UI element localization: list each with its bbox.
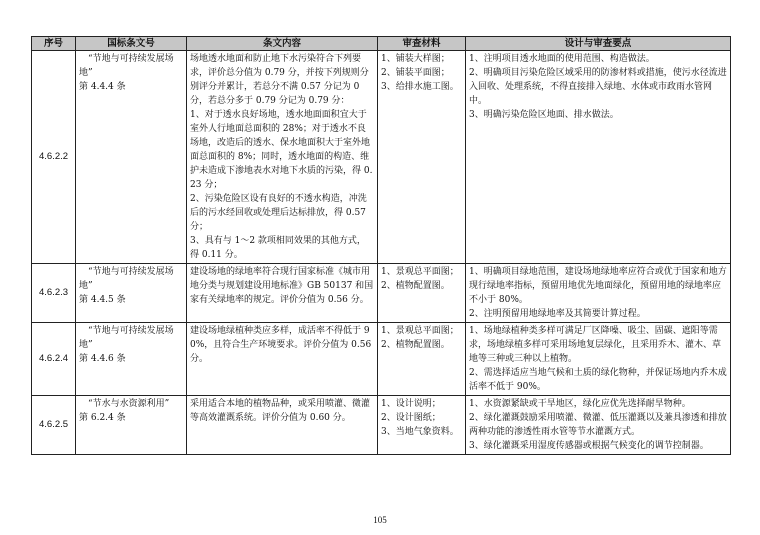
table-row	[32, 51, 731, 264]
table-row	[32, 323, 731, 396]
row-number: 4.6.2.5	[32, 396, 76, 455]
review-material-item: 2、植物配置图。	[381, 340, 450, 350]
standard-clause-number: 第 4.4.4 条	[79, 82, 126, 92]
clause-content-paragraph: 1、对于透水良好场地，透水地面面积宜大于室外人行地面总面积的 28%；对于透水不良场地，改造后的透水、保水地面积大于室外地面总面积的 8%；同时，透水地面的构造、维护未造成下渗地表水对地下水质的污染，得 0.23 分；	[190, 110, 373, 190]
standard-name: “节地与可持续发展场地”	[79, 267, 174, 291]
review-point-item: 1、注明项目透水地面的使用范围、构造做法。	[469, 54, 655, 64]
review-points-cell	[466, 51, 731, 264]
review-points-cell	[466, 396, 731, 455]
review-material-item: 3、当地气象资料。	[381, 427, 459, 437]
clause-content-cell	[187, 323, 378, 396]
review-point-item: 2、注明预留用地绿地率及其简要计算过程。	[469, 309, 646, 319]
standard-clause-number: 第 4.4.6 条	[79, 354, 126, 364]
header-review-points: 设计与审查要点	[466, 37, 731, 51]
review-materials-cell	[378, 51, 466, 264]
review-point-item: 2、需选择适应当地气候和土质的绿化物种，并保证场地内乔木成活率不低于 90%。	[469, 368, 727, 392]
clause-content-paragraph: 3、具有与 1～2 款项相同效果的其他方式，得 0.11 分。	[190, 236, 366, 260]
header-content: 条文内容	[187, 37, 378, 51]
table-body	[32, 51, 731, 455]
review-points-cell	[466, 323, 731, 396]
clause-content-paragraph: 2、污染危险区设有良好的不透水构造，冲洗后的污水经回收或处理后达标排放，得 0.57 分；	[190, 194, 367, 232]
clause-content-cell	[187, 264, 378, 323]
review-point-item: 3、绿化灌溉采用湿度传感器或根据气候变化的调节控制器。	[469, 441, 709, 451]
standard-clause-cell	[76, 396, 187, 455]
clause-content-cell	[187, 396, 378, 455]
row-number: 4.6.2.2	[32, 51, 76, 264]
review-point-item: 1、明确项目绿地范围，建设场地绿地率应符合或优于国家和地方现行绿地率指标，预留用地优先地面绿化，预留用地的绿地率应不小于 80%。	[469, 267, 727, 305]
review-material-item: 2、铺装平面图；	[381, 68, 450, 78]
standard-clause-number: 第 4.4.5 条	[79, 295, 126, 305]
clause-content-cell	[187, 51, 378, 264]
row-number: 4.6.2.3	[32, 264, 76, 323]
clause-content-paragraph: 场地透水地面和防止地下水污染符合下列要求，评价总分值为 0.79 分，并按下列规则分别评分并累计，若总分不满 0.57 分记为 0 分，若总分多于 0.79 分记为 0.79 分：	[190, 54, 369, 106]
review-point-item: 1、水资源紧缺或干旱地区，绿化应优先选择耐旱物种。	[469, 399, 691, 409]
review-material-item: 2、设计图纸；	[381, 413, 441, 423]
header-seq: 序号	[32, 37, 76, 51]
clause-content-paragraph: 采用适合本地的植物品种，或采用喷灌、微灌等高效灌溉系统。评价分值为 0.60 分。	[190, 399, 371, 423]
table-row	[32, 264, 731, 323]
review-point-item: 2、绿化灌溉鼓励采用喷灌、微灌、低压灌溉以及兼具渗透和排放两种功能的渗透性雨水管等节水灌溉方式。	[469, 413, 727, 437]
row-number: 4.6.2.4	[32, 323, 76, 396]
review-material-item: 3、给排水施工图。	[381, 82, 459, 92]
review-materials-cell	[378, 264, 466, 323]
review-materials-cell	[378, 396, 466, 455]
review-material-item: 1、设计说明；	[381, 399, 441, 409]
clause-content-paragraph: 建设场地绿植种类应多样，成活率不得低于 90%，且符合生产环境要求。评价分值为 0.56 分。	[190, 326, 372, 364]
clause-content-paragraph: 建设场地的绿地率符合现行国家标准《城市用地分类与规划建设用地标准》GB 50137 和国家有关绿地率的规定。评价分值为 0.56 分。	[190, 267, 374, 305]
review-point-item: 3、明确污染危险区地面、排水做法。	[469, 110, 619, 120]
review-material-item: 1、景观总平面图；	[381, 326, 459, 336]
review-point-item: 1、场地绿植种类多样可满足厂区降噪、吸尘、固碳、遮阳等需求，场地绿植多样可采用场地复层绿化，且采用乔木、灌木、草地等三种或三种以上植物。	[469, 326, 722, 364]
review-material-item: 2、植物配置图。	[381, 281, 450, 291]
standard-clause-cell	[76, 51, 187, 264]
review-table	[31, 36, 731, 455]
page-number: 105	[373, 515, 387, 525]
review-points-cell	[466, 264, 731, 323]
review-point-item: 2、明确项目污染危险区域采用的防渗材料或措施，使污水径流进入回收、处理系统，不得直接排入绿地、水体或市政雨水管网中。	[469, 68, 727, 106]
table-header-row	[32, 37, 731, 51]
standard-clause-number: 第 6.2.4 条	[79, 413, 126, 423]
standard-clause-cell	[76, 323, 187, 396]
review-material-item: 1、景观总平面图；	[381, 267, 459, 277]
header-materials: 审查材料	[378, 37, 466, 51]
standard-name: “节地与可持续发展场地”	[79, 326, 174, 350]
standard-name: “节地与可持续发展场地”	[79, 54, 174, 78]
header-std-clause: 国标条文号	[76, 37, 187, 51]
standard-clause-cell	[76, 264, 187, 323]
table-row	[32, 396, 731, 455]
review-material-item: 1、铺装大样图；	[381, 54, 450, 64]
standard-name: “节水与水资源利用”	[88, 399, 170, 409]
review-materials-cell	[378, 323, 466, 396]
